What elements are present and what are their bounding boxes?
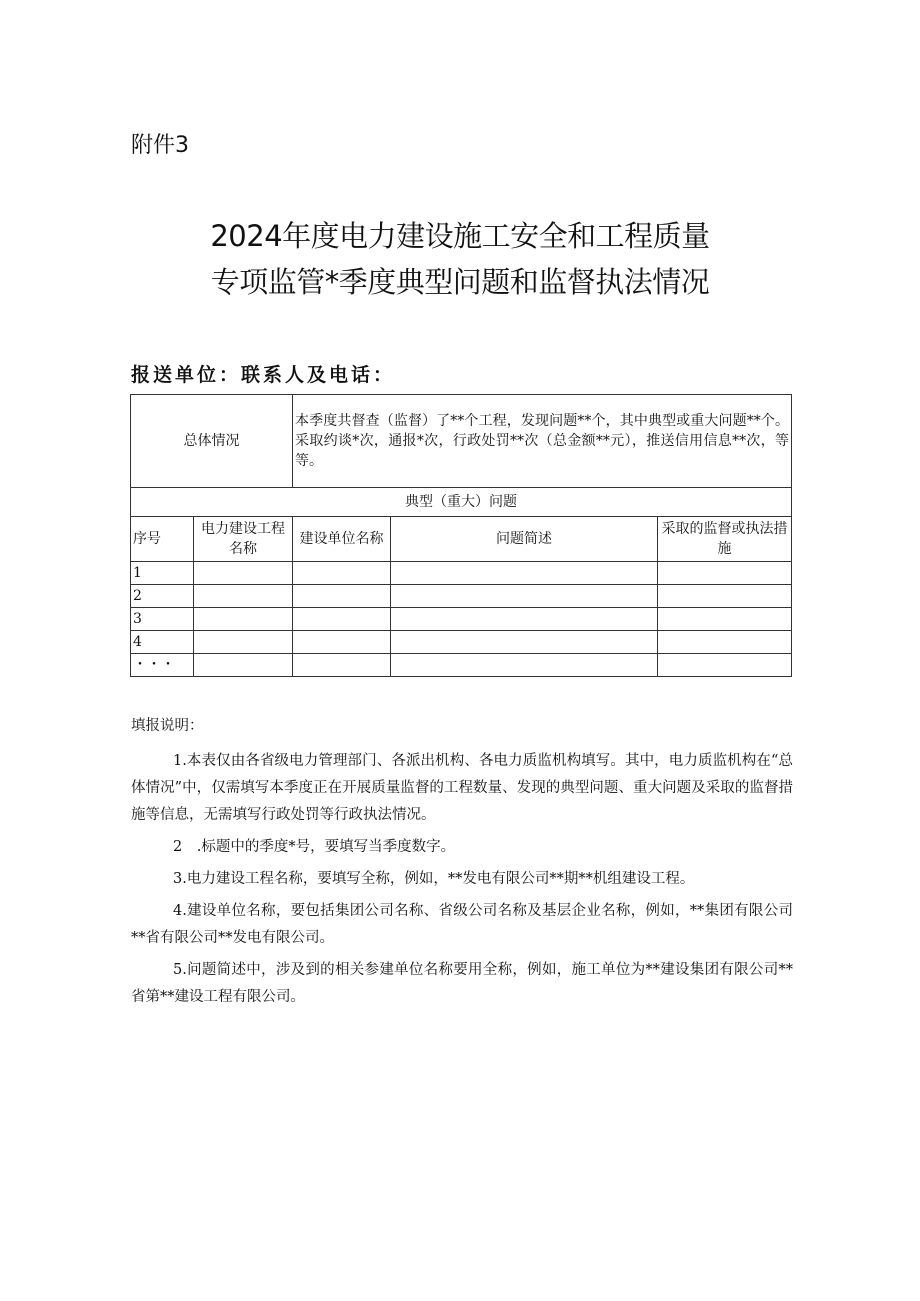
cell-owner-name <box>293 562 391 585</box>
summary-row <box>131 395 792 488</box>
cell-measures <box>658 608 792 631</box>
cell-owner-name <box>293 654 391 677</box>
header-measures: 采取的监督或执法措施 <box>658 517 792 562</box>
cell-measures <box>658 631 792 654</box>
instruction-item: 4.建设单位名称，要包括集团公司名称、省级公司名称及基层企业名称，例如，**集团有限公司**省有限公司**发电有限公司。 <box>131 903 793 946</box>
filling-instructions <box>131 713 793 1016</box>
cell-project-name <box>194 654 293 677</box>
cell-owner-name <box>293 631 391 654</box>
document-title-line-2: 专项监管*季度典型问题和监督执法情况 <box>210 265 710 299</box>
header-project-name: 电力建设工程名称 <box>194 517 293 562</box>
cell-issue-summary <box>391 608 658 631</box>
instruction-item: 1.本表仅由各省级电力管理部门、各派出机构、各电力质监机构填写。其中，电力质监机构在“总体情况”中，仅需填写本季度正在开展质量监督的工程数量、发现的典型问题、重大问题及采取的监督措施等信息，无需填写行政处罚等行政执法情况。 <box>131 753 793 823</box>
cell-issue-summary <box>391 585 658 608</box>
cell-owner-name <box>293 585 391 608</box>
table-row <box>131 585 792 608</box>
row-index: 3 <box>131 608 194 631</box>
section-row <box>131 488 792 517</box>
instruction-item: 2 .标题中的季度*号，要填写当季度数字。 <box>173 839 456 855</box>
table-row <box>131 631 792 654</box>
cell-project-name <box>194 608 293 631</box>
summary-text: 本季度共督查（监督）了**个工程，发现问题**个，其中典型或重大问题**个。采取约谈*次，通报*次，行政处罚**次（总金额**元），推送信用信息**次，等等。 <box>293 395 792 488</box>
table-row <box>131 562 792 585</box>
header-row <box>131 517 792 562</box>
cell-measures <box>658 562 792 585</box>
section-title: 典型（重大）问题 <box>131 488 792 517</box>
sender-line: 报送单位：联系人及电话： <box>131 364 396 386</box>
report-table <box>130 394 792 677</box>
instructions-heading: 填报说明： <box>131 718 204 734</box>
header-owner-name: 建设单位名称 <box>293 517 391 562</box>
row-index: ・・・ <box>131 654 194 677</box>
cell-issue-summary <box>391 654 658 677</box>
cell-project-name <box>194 562 293 585</box>
row-index: 2 <box>131 585 194 608</box>
cell-issue-summary <box>391 562 658 585</box>
row-index: 1 <box>131 562 194 585</box>
cell-issue-summary <box>391 631 658 654</box>
header-index: 序号 <box>131 517 194 562</box>
cell-project-name <box>194 631 293 654</box>
attachment-label: 附件3 <box>131 133 189 158</box>
header-issue-summary: 问题简述 <box>391 517 658 562</box>
cell-project-name <box>194 585 293 608</box>
instruction-item: 5.问题简述中，涉及到的相关参建单位名称要用全称，例如，施工单位为**建设集团有限公司**省第**建设工程有限公司。 <box>131 962 793 1005</box>
cell-owner-name <box>293 608 391 631</box>
cell-measures <box>658 654 792 677</box>
table-row <box>131 654 792 677</box>
row-index: 4 <box>131 631 194 654</box>
cell-measures <box>658 585 792 608</box>
document-title-line-1: 2024年度电力建设施工安全和工程质量 <box>210 219 710 253</box>
table-row <box>131 608 792 631</box>
instruction-item: 3.电力建设工程名称，要填写全称，例如，**发电有限公司**期**机组建设工程。 <box>173 871 695 887</box>
summary-label: 总体情况 <box>131 395 293 488</box>
